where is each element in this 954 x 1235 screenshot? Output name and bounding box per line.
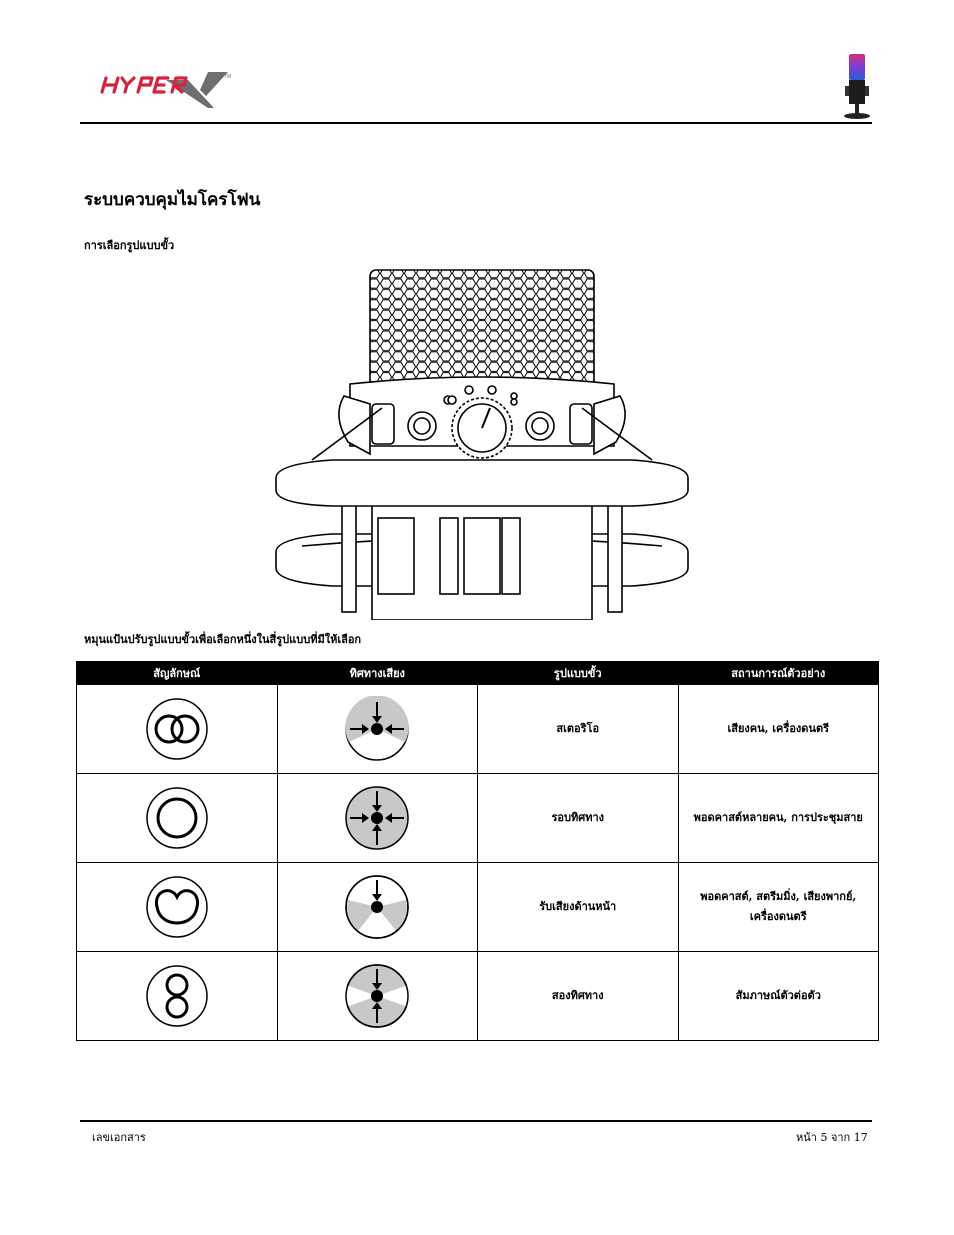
table-header-row	[77, 662, 879, 685]
symbol-cell	[77, 952, 278, 1041]
footer-document-label: เลขเอกสาร	[92, 1131, 146, 1144]
direction-cell	[277, 774, 478, 863]
header-use-case: สถานการณ์ตัวอย่าง	[678, 662, 879, 685]
pattern-name: รอบทิศทาง	[478, 774, 679, 863]
microphone-knob-diagram-icon	[272, 268, 692, 620]
footer-divider	[80, 1120, 872, 1122]
pattern-name: รับเสียงด้านหน้า	[478, 863, 679, 952]
header-direction: ทิศทางเสียง	[277, 662, 478, 685]
use-case: เสียงคน, เครื่องดนตรี	[678, 685, 879, 774]
omnidirectional-pattern-icon	[145, 786, 209, 850]
table-row	[77, 685, 879, 774]
direction-cell	[277, 952, 478, 1041]
instruction-text: หมุนแป้นปรับรูปแบบขั้วเพื่อเลือกหนึ่งในสี่รูปแบบที่มีให้เลือก	[84, 633, 362, 646]
footer-page-number: หน้า 5 จาก 17	[796, 1131, 868, 1144]
symbol-cell	[77, 863, 278, 952]
symbol-cell	[77, 774, 278, 863]
use-case: พอดคาสต์, สตรีมมิ่ง, เสียงพากย์, เครื่องดนตรี	[678, 863, 879, 952]
omnidirectional-direction-icon	[344, 785, 410, 851]
pattern-name: สเตอริโอ	[478, 685, 679, 774]
pattern-name: สองทิศทาง	[478, 952, 679, 1041]
svg-text:TM: TM	[224, 74, 232, 80]
quadcast-microphone-thumbnail-icon	[840, 52, 874, 120]
section-subtitle: การเลือกรูปแบบขั้ว	[84, 239, 175, 252]
cardioid-direction-icon	[344, 874, 410, 940]
direction-cell	[277, 685, 478, 774]
use-case: พอดคาสต์หลายคน, การประชุมสาย	[678, 774, 879, 863]
section-title: ระบบควบคุมไมโครโฟน	[84, 190, 261, 210]
table-row	[77, 774, 879, 863]
direction-cell	[277, 863, 478, 952]
bidirectional-direction-icon	[344, 963, 410, 1029]
polar-pattern-table	[76, 661, 879, 1041]
stereo-direction-icon	[344, 696, 410, 762]
cardioid-pattern-icon	[145, 875, 209, 939]
bidirectional-pattern-icon	[145, 964, 209, 1028]
header-pattern: รูปแบบขั้ว	[478, 662, 679, 685]
hyperx-logo-icon	[96, 66, 236, 114]
table-row	[77, 952, 879, 1041]
table-row	[77, 863, 879, 952]
use-case: สัมภาษณ์ตัวต่อตัว	[678, 952, 879, 1041]
header-divider	[80, 122, 872, 124]
header-symbol: สัญลักษณ์	[77, 662, 278, 685]
symbol-cell	[77, 685, 278, 774]
stereo-pattern-icon	[145, 697, 209, 761]
